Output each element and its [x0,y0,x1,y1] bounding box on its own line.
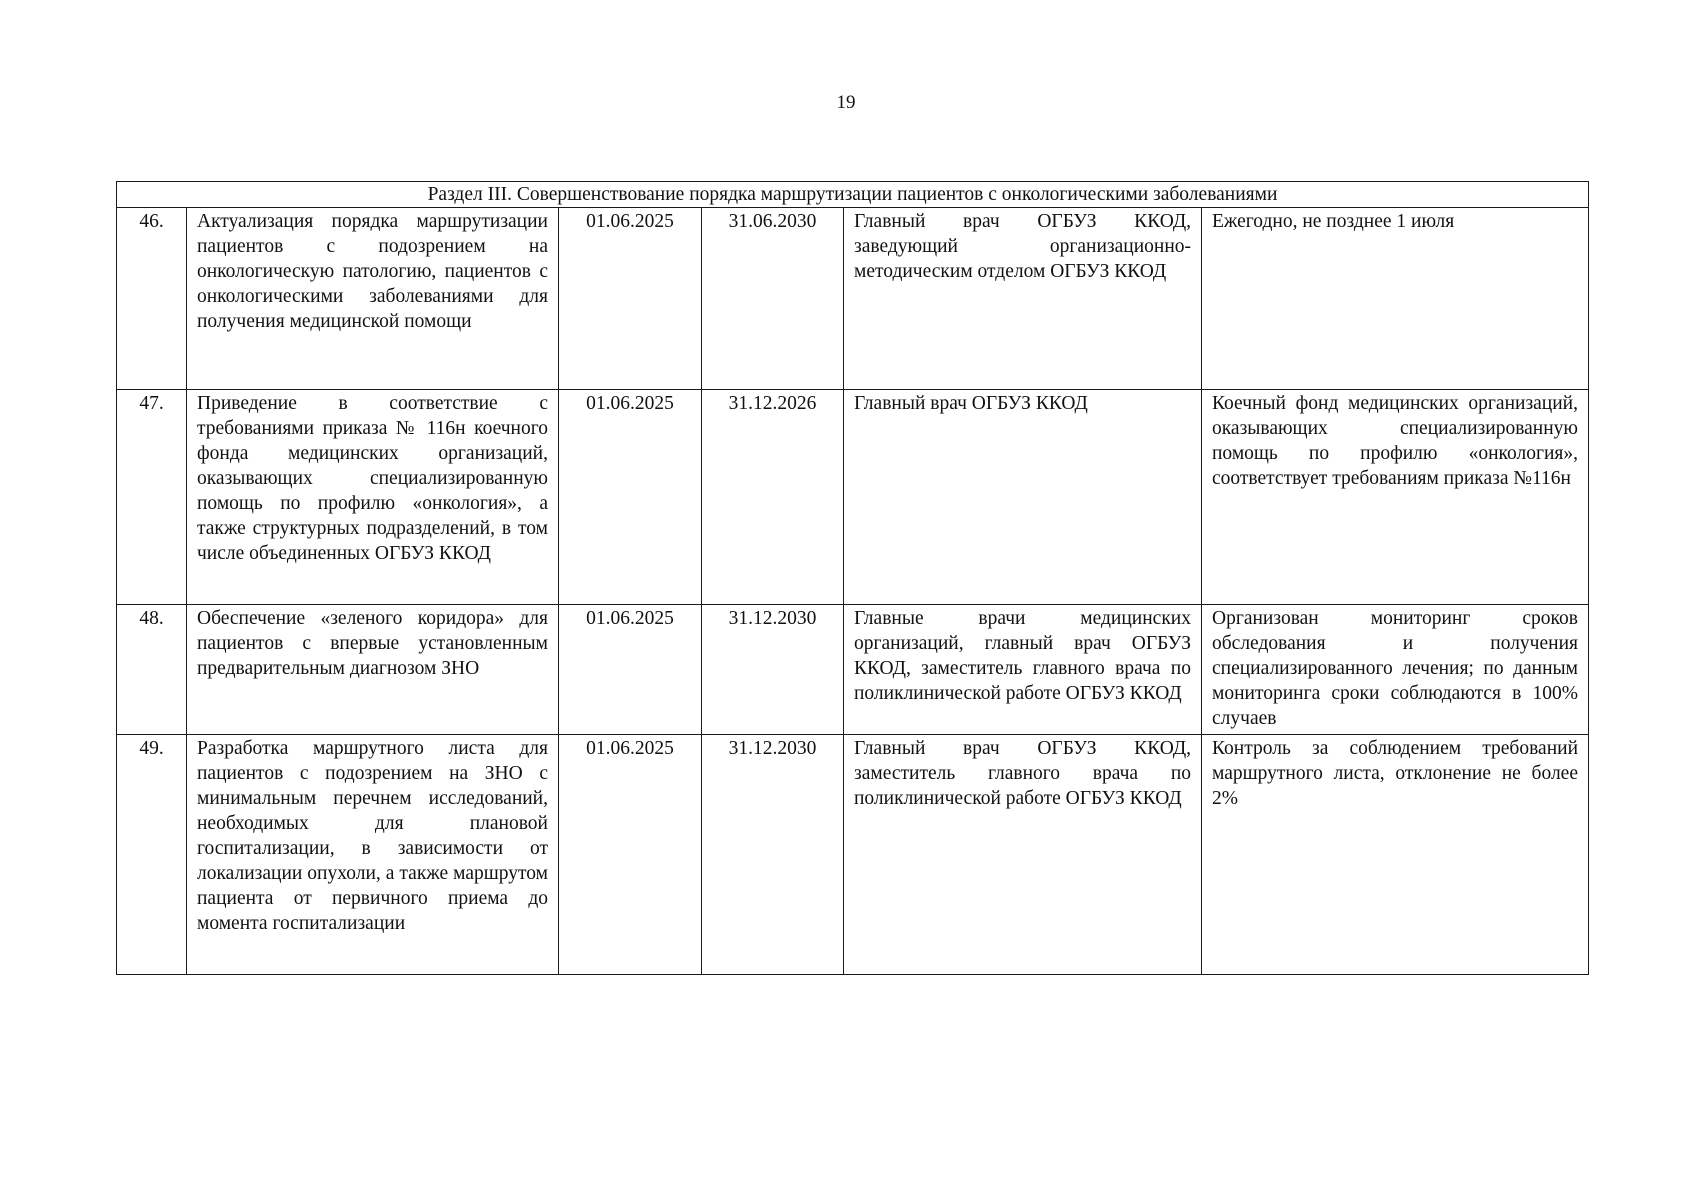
row-number: 49. [117,735,187,975]
result-cell: Организован мониторинг сроков обследования и получения специализированного лечения; по данным мониторинга сроки соблюдаются в 100% случаев [1202,605,1589,735]
section-header-row [117,182,1589,208]
activity-cell: Актуализация порядка маршрутизации пациентов с подозрением на онкологическую патологию, пациентов с онкологическими заболеваниями для получения медицинской помощи [187,208,559,390]
end-date-cell: 31.12.2030 [702,605,844,735]
result-cell: Ежегодно, не позднее 1 июля [1202,208,1589,390]
row-number: 46. [117,208,187,390]
start-date-cell: 01.06.2025 [559,208,702,390]
start-date-cell: 01.06.2025 [559,605,702,735]
row-number: 47. [117,390,187,605]
end-date-cell: 31.12.2026 [702,390,844,605]
activity-cell: Приведение в соответствие с требованиями приказа № 116н коечного фонда медицинских организаций, оказывающих специализированную помощь по профилю «онкология», а также структурных подразделений, в том числе объединенных ОГБУЗ ККОД [187,390,559,605]
start-date-cell: 01.06.2025 [559,390,702,605]
section-title: Раздел III. Совершенствование порядка маршрутизации пациентов с онкологическими заболеваниями [117,182,1589,208]
measures-table [116,181,1589,975]
table-row [117,735,1589,975]
responsible-cell: Главные врачи медицинских организаций, главный врач ОГБУЗ ККОД, заместитель главного врача по поликлинической работе ОГБУЗ ККОД [844,605,1202,735]
start-date-cell: 01.06.2025 [559,735,702,975]
table-row [117,390,1589,605]
activity-cell: Обеспечение «зеленого коридора» для пациентов с впервые установленным предварительным диагнозом ЗНО [187,605,559,735]
row-number: 48. [117,605,187,735]
end-date-cell: 31.12.2030 [702,735,844,975]
table-row [117,605,1589,735]
responsible-cell: Главный врач ОГБУЗ ККОД, заведующий организационно-методическим отделом ОГБУЗ ККОД [844,208,1202,390]
result-cell: Коечный фонд медицинских организаций, оказывающих специализированную помощь по профилю «онкология», соответствует требованиям приказа №116н [1202,390,1589,605]
activity-cell: Разработка маршрутного листа для пациентов с подозрением на ЗНО с минимальным перечнем исследований, необходимых для плановой госпитализации, в зависимости от локализации опухоли, а также маршрутом пациента от первичного приема до момента госпитализации [187,735,559,975]
page-number: 19 [836,92,856,113]
table-row [117,208,1589,390]
responsible-cell: Главный врач ОГБУЗ ККОД, заместитель главного врача по поликлинической работе ОГБУЗ ККОД [844,735,1202,975]
result-cell: Контроль за соблюдением требований маршрутного листа, отклонение не более 2% [1202,735,1589,975]
responsible-cell: Главный врач ОГБУЗ ККОД [844,390,1202,605]
end-date-cell: 31.06.2030 [702,208,844,390]
